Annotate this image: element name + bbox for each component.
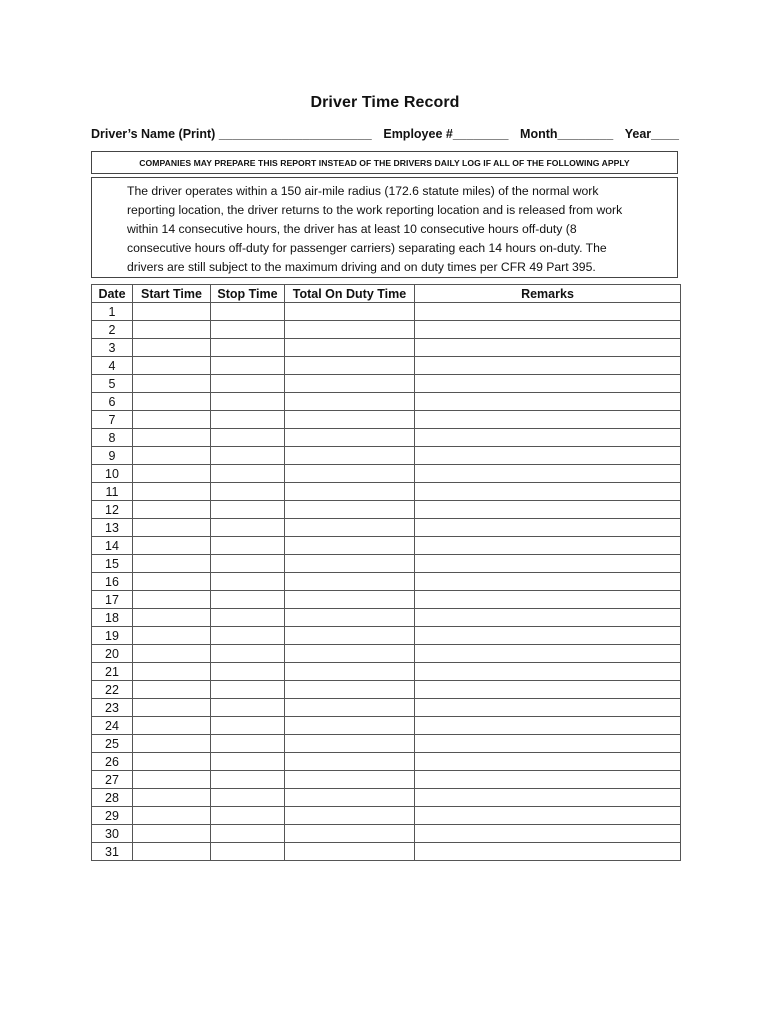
start-time-cell[interactable] [133,735,211,753]
stop-time-cell[interactable] [211,699,285,717]
table-row [92,681,681,699]
table-row [92,735,681,753]
remarks-cell[interactable] [415,537,681,555]
remarks-cell[interactable] [415,375,681,393]
table-row [92,789,681,807]
stop-time-cell[interactable] [211,573,285,591]
date-cell: 25 [92,735,133,753]
total-on-duty-cell[interactable] [285,735,415,753]
table-row [92,429,681,447]
stop-time-cell[interactable] [211,501,285,519]
remarks-cell[interactable] [415,555,681,573]
date-cell: 26 [92,753,133,771]
column-header-date: Date [92,285,133,303]
total-on-duty-cell[interactable] [285,717,415,735]
remarks-cell[interactable] [415,501,681,519]
table-row [92,609,681,627]
date-cell: 13 [92,519,133,537]
table-row [92,771,681,789]
remarks-cell[interactable] [415,735,681,753]
start-time-cell[interactable] [133,339,211,357]
description-line: reporting location, the driver returns to the work reporting location and is released from work [127,203,623,217]
total-on-duty-cell[interactable] [285,663,415,681]
remarks-cell[interactable] [415,429,681,447]
date-cell: 22 [92,681,133,699]
stop-time-cell[interactable] [211,519,285,537]
date-cell: 23 [92,699,133,717]
column-header-total-on-duty: Total On Duty Time [285,285,415,303]
start-time-cell[interactable] [133,627,211,645]
table-row [92,645,681,663]
notice-box [91,151,678,174]
stop-time-cell[interactable] [211,321,285,339]
date-cell: 12 [92,501,133,519]
start-time-cell[interactable] [133,591,211,609]
remarks-cell[interactable] [415,825,681,843]
start-time-cell[interactable] [133,483,211,501]
total-on-duty-cell[interactable] [285,681,415,699]
start-time-cell[interactable] [133,393,211,411]
header-fields [91,127,679,141]
description-box [91,177,678,278]
date-cell: 18 [92,609,133,627]
date-cell: 19 [92,627,133,645]
table-row [92,573,681,591]
driver-name-field[interactable]: Driver’s Name (Print) ______________________ [91,127,372,141]
remarks-cell[interactable] [415,357,681,375]
total-on-duty-cell[interactable] [285,447,415,465]
stop-time-cell[interactable] [211,447,285,465]
year-field[interactable]: Year____ [624,127,679,141]
total-on-duty-cell[interactable] [285,357,415,375]
stop-time-cell[interactable] [211,609,285,627]
total-on-duty-cell[interactable] [285,789,415,807]
remarks-cell[interactable] [415,807,681,825]
stop-time-cell[interactable] [211,645,285,663]
start-time-cell[interactable] [133,807,211,825]
total-on-duty-cell[interactable] [285,591,415,609]
date-cell: 6 [92,393,133,411]
start-time-cell[interactable] [133,411,211,429]
employee-number-field[interactable]: Employee #________ [383,127,509,141]
date-cell: 2 [92,321,133,339]
start-time-cell[interactable] [133,825,211,843]
remarks-cell[interactable] [415,645,681,663]
date-cell: 7 [92,411,133,429]
stop-time-cell[interactable] [211,717,285,735]
table-body [92,303,681,861]
table-row [92,519,681,537]
remarks-cell[interactable] [415,591,681,609]
start-time-cell[interactable] [133,447,211,465]
table-row [92,807,681,825]
date-cell: 16 [92,573,133,591]
total-on-duty-cell[interactable] [285,573,415,591]
stop-time-cell[interactable] [211,627,285,645]
column-header-stop-time: Stop Time [211,285,285,303]
date-cell: 14 [92,537,133,555]
description-line: drivers are still subject to the maximum driving and on duty times per CFR 49 Part 395. [127,260,596,274]
start-time-cell[interactable] [133,699,211,717]
remarks-cell[interactable] [415,771,681,789]
stop-time-cell[interactable] [211,663,285,681]
remarks-cell[interactable] [415,393,681,411]
description-line: consecutive hours off-duty for passenger carriers) separating each 14 hours on-duty. The [127,241,607,255]
stop-time-cell[interactable] [211,357,285,375]
date-cell: 27 [92,771,133,789]
date-cell: 1 [92,303,133,321]
remarks-cell[interactable] [415,303,681,321]
table-row [92,501,681,519]
table-row [92,591,681,609]
total-on-duty-cell[interactable] [285,645,415,663]
start-time-cell[interactable] [133,303,211,321]
stop-time-cell[interactable] [211,555,285,573]
table-row [92,465,681,483]
start-time-cell[interactable] [133,321,211,339]
remarks-cell[interactable] [415,321,681,339]
total-on-duty-cell[interactable] [285,483,415,501]
table-row [92,825,681,843]
total-on-duty-cell[interactable] [285,393,415,411]
remarks-cell[interactable] [415,609,681,627]
total-on-duty-cell[interactable] [285,771,415,789]
date-cell: 11 [92,483,133,501]
start-time-cell[interactable] [133,681,211,699]
stop-time-cell[interactable] [211,465,285,483]
date-cell: 10 [92,465,133,483]
table-row [92,303,681,321]
total-on-duty-cell[interactable] [285,411,415,429]
description-text [127,182,667,277]
remarks-cell[interactable] [415,627,681,645]
date-cell: 4 [92,357,133,375]
total-on-duty-cell[interactable] [285,555,415,573]
table-row [92,663,681,681]
table-row [92,483,681,501]
date-cell: 30 [92,825,133,843]
stop-time-cell[interactable] [211,303,285,321]
start-time-cell[interactable] [133,789,211,807]
table-row [92,843,681,861]
date-cell: 15 [92,555,133,573]
remarks-cell[interactable] [415,465,681,483]
remarks-cell[interactable] [415,717,681,735]
date-cell: 31 [92,843,133,861]
stop-time-cell[interactable] [211,843,285,861]
stop-time-cell[interactable] [211,753,285,771]
date-cell: 24 [92,717,133,735]
remarks-cell[interactable] [415,681,681,699]
remarks-cell[interactable] [415,339,681,357]
total-on-duty-cell[interactable] [285,519,415,537]
start-time-cell[interactable] [133,609,211,627]
start-time-cell[interactable] [133,645,211,663]
total-on-duty-cell[interactable] [285,753,415,771]
total-on-duty-cell[interactable] [285,807,415,825]
start-time-cell[interactable] [133,663,211,681]
table-row [92,627,681,645]
stop-time-cell[interactable] [211,375,285,393]
date-cell: 5 [92,375,133,393]
total-on-duty-cell[interactable] [285,321,415,339]
remarks-cell[interactable] [415,843,681,861]
column-header-remarks: Remarks [415,285,681,303]
table-row [92,393,681,411]
remarks-cell[interactable] [415,663,681,681]
remarks-cell[interactable] [415,411,681,429]
date-cell: 28 [92,789,133,807]
table-row [92,555,681,573]
stop-time-cell[interactable] [211,537,285,555]
total-on-duty-cell[interactable] [285,465,415,483]
total-on-duty-cell[interactable] [285,609,415,627]
date-cell: 9 [92,447,133,465]
table-row [92,411,681,429]
page-title: Driver Time Record [310,94,460,111]
stop-time-cell[interactable] [211,789,285,807]
stop-time-cell[interactable] [211,429,285,447]
total-on-duty-cell[interactable] [285,303,415,321]
table-row [92,717,681,735]
stop-time-cell[interactable] [211,411,285,429]
stop-time-cell[interactable] [211,339,285,357]
start-time-cell[interactable] [133,717,211,735]
total-on-duty-cell[interactable] [285,825,415,843]
table-row [92,339,681,357]
start-time-cell[interactable] [133,843,211,861]
notice-text: COMPANIES MAY PREPARE THIS REPORT INSTEAD OF THE DRIVERS DAILY LOG IF ALL OF THE FOLLOWING APPLY [139,157,630,168]
column-header-start-time: Start Time [133,285,211,303]
table-row [92,699,681,717]
start-time-cell[interactable] [133,465,211,483]
start-time-cell[interactable] [133,555,211,573]
date-cell: 21 [92,663,133,681]
date-cell: 29 [92,807,133,825]
table-row [92,753,681,771]
table-header-row [92,285,681,303]
description-line: within 14 consecutive hours, the driver has at least 10 consecutive hours off-duty (8 [127,222,577,236]
stop-time-cell[interactable] [211,393,285,411]
start-time-cell[interactable] [133,357,211,375]
remarks-cell[interactable] [415,753,681,771]
start-time-cell[interactable] [133,753,211,771]
table-row [92,375,681,393]
remarks-cell[interactable] [415,519,681,537]
table-row [92,447,681,465]
stop-time-cell[interactable] [211,591,285,609]
start-time-cell[interactable] [133,429,211,447]
total-on-duty-cell[interactable] [285,843,415,861]
total-on-duty-cell[interactable] [285,375,415,393]
description-line: The driver operates within a 150 air-mile radius (172.6 statute miles) of the normal work [127,184,599,198]
stop-time-cell[interactable] [211,735,285,753]
table-row [92,537,681,555]
date-cell: 8 [92,429,133,447]
stop-time-cell[interactable] [211,771,285,789]
stop-time-cell[interactable] [211,681,285,699]
total-on-duty-cell[interactable] [285,501,415,519]
start-time-cell[interactable] [133,771,211,789]
table-row [92,357,681,375]
remarks-cell[interactable] [415,573,681,591]
stop-time-cell[interactable] [211,825,285,843]
start-time-cell[interactable] [133,573,211,591]
month-field[interactable]: Month________ [520,127,614,141]
time-log-table [91,284,681,861]
remarks-cell[interactable] [415,447,681,465]
remarks-cell[interactable] [415,789,681,807]
remarks-cell[interactable] [415,483,681,501]
date-cell: 3 [92,339,133,357]
total-on-duty-cell[interactable] [285,627,415,645]
stop-time-cell[interactable] [211,807,285,825]
date-cell: 17 [92,591,133,609]
total-on-duty-cell[interactable] [285,699,415,717]
total-on-duty-cell[interactable] [285,537,415,555]
remarks-cell[interactable] [415,699,681,717]
total-on-duty-cell[interactable] [285,339,415,357]
table-row [92,321,681,339]
start-time-cell[interactable] [133,501,211,519]
total-on-duty-cell[interactable] [285,429,415,447]
date-cell: 20 [92,645,133,663]
start-time-cell[interactable] [133,537,211,555]
start-time-cell[interactable] [133,519,211,537]
start-time-cell[interactable] [133,375,211,393]
stop-time-cell[interactable] [211,483,285,501]
